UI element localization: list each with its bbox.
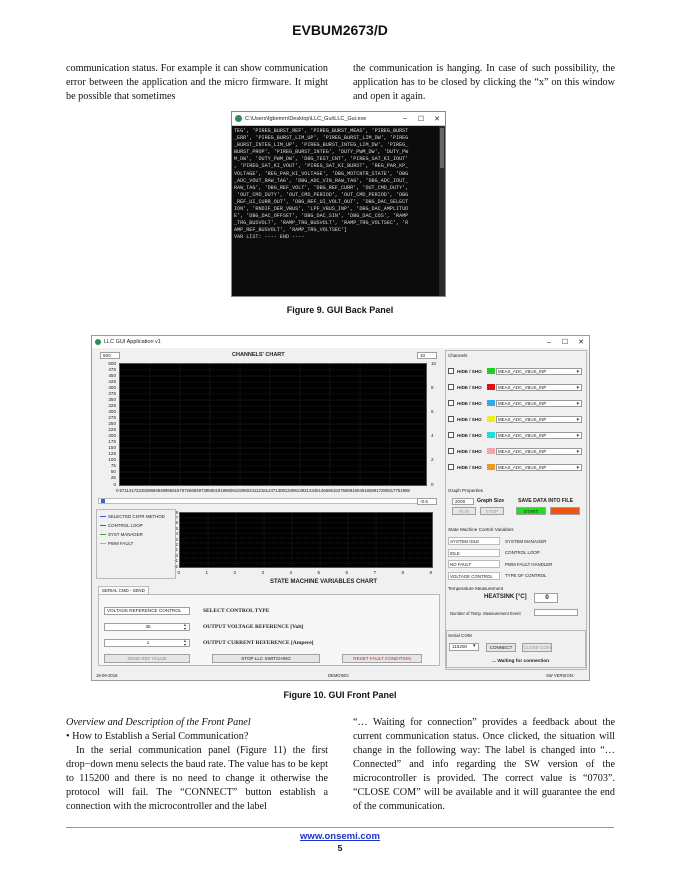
sm-y-tick: -2 [174,563,178,569]
minimize-icon[interactable]: – [403,115,407,122]
chart-title: CHANNELS' CHART [232,352,285,358]
text-column-top-left [66,62,328,104]
sm-x-tick: 1 [205,570,209,575]
console-titlebar [232,112,445,126]
sm-x-tick: 0 [177,570,181,575]
tab-serial-cmd-send[interactable]: SERIAL CMD - SEND [98,586,149,594]
channel-row [448,399,582,407]
maximize-icon[interactable]: ☐ [417,115,425,123]
y-tick-left: 275 [108,414,116,420]
y-tick-right: 0 [431,481,434,487]
channel-checkbox[interactable] [448,384,454,390]
y-tick-left: 475 [108,366,116,372]
footer-link[interactable]: www.onsemi.com [300,831,380,842]
gui-titlebar [92,336,589,348]
y-tick-left: 500 [108,360,116,366]
channel-color-swatch [487,464,495,470]
sm-variable-label: TYPE OF CONTROL [505,573,547,578]
console-line: ION', 'RNDIF_DER_VBUS', 'LPF_VBUS_INP', 'DBG_DAC_AMPLITUD [234,206,409,213]
y-tick-left: 75 [110,463,116,469]
sm-y-tick: 1 [175,547,178,553]
temp-count-input[interactable] [534,609,578,616]
close-com-button[interactable]: CLOSE COM [523,645,551,650]
minimize-icon[interactable]: – [547,338,551,346]
console-line: RAW_TAG', 'DBG_REF_VOLT', 'DBG_REF_CURR', 'OUT_CMD_DUTY', [234,184,409,191]
paragraph: communication status. For example it can show communication error between the application and the micro firmware. It might be possible that sometimes [66,63,328,102]
status-date: 18-09-2018 [96,673,118,678]
stop-button[interactable]: STOP [480,507,504,515]
legend-line-icon [100,516,106,517]
sm-legend-label: CONTROL LOOP [108,523,143,528]
channel-color-swatch [487,448,495,454]
y-tick-left: 150 [108,445,116,451]
sm-x-tick: 6 [345,570,349,575]
stop-llc-switching-button[interactable]: STOP LLC SWITCHING [212,654,320,663]
chart-max-right-input[interactable]: 10 [417,352,437,359]
sm-legend-label: SYST MANAGER [108,532,143,537]
section-heading: Overview and Description of the Front Panel [66,717,251,728]
document-id: EVBUM2673/D [292,22,388,38]
connection-status-label: ... Waiting for connection [492,659,550,664]
maximize-icon[interactable]: ☐ [561,339,569,346]
y-tick-left: 450 [108,372,116,378]
channel-checkbox[interactable] [448,400,454,406]
sm-y-tick: 6 [175,520,178,526]
sm-legend-item [100,541,133,546]
channel-row [448,367,582,375]
text-column-bottom-left [66,716,328,814]
chart-max-left-input[interactable]: 500 [100,352,120,359]
chart-grid [120,364,426,485]
sm-x-tick: 8 [401,570,405,575]
voltage-reference-input[interactable]: 35 [104,623,190,631]
channel-row [448,463,582,471]
sm-y-tick: 5 [175,525,178,531]
baud-rate-select[interactable]: 115200 [449,643,479,651]
channel-toggle-label[interactable]: HIDE / SHO [457,464,482,470]
text-column-bottom-right [353,716,615,814]
send-ref-value-button[interactable]: SEND REF VALUE [104,654,190,663]
sm-x-tick: 7 [373,570,377,575]
sm-variable-row [448,560,578,568]
y-tick-left: 250 [108,421,116,426]
sm-legend-item [100,514,165,519]
channel-color-swatch [487,432,495,438]
channel-checkbox[interactable] [448,432,454,438]
y-tick-left: 25 [110,475,116,481]
sm-y-tick: 4 [175,531,178,537]
run-button[interactable]: RUN [452,507,476,515]
channel-checkbox[interactable] [448,368,454,374]
text-column-top-right [353,62,615,104]
control-type-select[interactable]: VOLTAGE REFERENCE CONTROL [104,607,190,615]
console-line: TEG', 'PIREG_BURST_REF', 'PIREG_BURST_MEAS', 'PIREG_BURST [234,128,409,134]
console-line: E', 'DBG_DAC_OFFSET', 'DBG_DAC_SIN', 'DBG_DAC_COS', 'RAMP [234,213,409,220]
y-tick-right: 8 [431,384,434,390]
y-tick-left: 300 [108,408,116,414]
y-tick-left: 175 [108,439,116,445]
sm-chart-title: STATE MACHINE VARIABLES CHART [270,579,377,585]
save-data-label: SAVE DATA INTO FILE [518,498,574,504]
sm-legend-item [100,532,143,537]
y-tick-left: 225 [108,427,116,433]
channel-toggle-label[interactable]: HIDE / SHO [457,416,482,422]
current-reference-label: OUTPUT CURRENT REFERENCE [Ampere] [203,640,314,646]
channel-signal-select[interactable]: MEAS_ADC_VBUS_INP ▾ [496,368,582,375]
y-tick-left: 100 [108,457,116,463]
y-tick-right: 10 [431,360,437,366]
sm-variable-label: SYSTEM MANAGER [505,538,547,544]
console-line: VAR LIST: ---- END ---- [234,234,305,241]
sm-variable-row [448,537,578,545]
app-icon [235,115,242,122]
channels-chart-plot [119,363,427,486]
paragraph: the communication is hanging. In case of such possibility, the application has to be closed by clicking the “x” on this window and open it again. [353,63,615,102]
serial-com-heading: Serial COM [448,633,472,638]
console-line: M_DW', 'DUTY_PWM_DW', 'DBG_TEST_CNT', 'PIREG_SAT_KI_IOUT' [234,156,409,163]
chart-x-axis-ticks: 0 5711417222829684949995615767266849738590191966061028603411216124713081349613931434514666515275588160461658917280817751955 [116,488,410,493]
temperature-heading: Temperature Measurement [448,586,504,591]
channel-signal-select[interactable]: MEAS_ADC_VBUS_INP ▾ [496,416,582,423]
figure-10-caption: Figure 10. GUI Front Panel [283,690,397,700]
status-middle: DEMOSEC [328,673,350,678]
console-line: AMP_REF_BUSVOLT', 'RAMP_TRG_VOLTSEC'] [234,227,348,234]
y-tick-right: 6 [431,408,434,414]
bullet-item: • How to Establish a Serial Communication? [66,731,249,742]
sw-version-label: SW VERSION: [546,673,574,678]
graph-properties-heading: Graph Properties [448,488,483,493]
reset-fault-button[interactable]: RESET FAULT CONDITION [342,654,422,663]
channel-toggle-label[interactable]: HIDE / SHO [457,448,482,454]
channel-signal-select[interactable]: MEAS_ADC_VBUS_INP ▾ [496,448,582,455]
sm-y-tick: 3 [175,536,178,542]
sm-y-tick: 7 [175,514,178,520]
legend-line-icon [100,534,106,535]
y-tick-left: 400 [108,384,116,390]
sm-x-tick: 9 [429,570,433,575]
console-line: _REF_UI_CURR_OUT', 'DBG_REF_UI_VOLT_OUT', 'DBG_DAC_SELECT [234,198,409,205]
channel-color-swatch [487,416,495,422]
graph-size-input[interactable]: 2000 [452,498,474,505]
sm-chart-plot [179,512,433,568]
channel-toggle-label[interactable]: HIDE / SHO [457,368,482,374]
sm-y-tick: 0 [175,552,178,558]
sm-variable-value: IDLE [448,549,500,557]
channel-checkbox[interactable] [448,464,454,470]
sm-x-tick: 5 [317,570,321,575]
channel-toggle-label[interactable]: HIDE / SHO [457,432,482,438]
channel-toggle-label[interactable]: HIDE / SHO [457,400,482,406]
channel-row [448,447,582,455]
channel-signal-select[interactable]: MEAS_ADC_VBUS_INP ▾ [496,432,582,439]
sm-variable-label: PWM FAULT HANDLER [505,561,553,567]
chart-scroll-value[interactable]: -0.5 [417,498,437,505]
voltage-stepper-icon[interactable]: ▴ ▾ [184,622,187,631]
channel-checkbox[interactable] [448,448,454,454]
console-output [232,126,445,296]
console-line: 'OUT_CMD_DUTY', 'OUT_CMD_PERIOD', 'OUT_CMD_PERIOD', 'DBG [234,191,409,198]
sm-variable-value: SYSTEM IDLE [448,537,500,545]
paragraph: In the serial communication panel (Figure 11) the first drop−down menu selects the baud rate. The value has to be kept to 115200 and there is no need to change it otherwise the protocol will fail. The “CONNECT” button establish a connection with the microcontroller and the label [66,745,328,812]
sm-variable-row [448,572,578,580]
sm-variable-label: CONTROL LOOP [505,550,540,555]
channel-row [448,415,582,423]
paragraph: “… Waiting for connection” provides a feedback about the current communication status. Once clicked, the situation will change in the following way: The label is changed into “…Connected” and info regarding the SW version of the microcontroller is provided. The correct value is “0703”. “CLOSE COM” will be available and it will guarantee the end of the communication. [353,717,615,812]
heatsink-value: 0 [534,593,558,603]
legend-line-icon [100,525,106,526]
channel-row [448,431,582,439]
close-icon[interactable]: ✕ [434,115,440,123]
console-line: , 'PIREG_SAT_KI_VOUT', 'PIREG_SAT_KI_BURST', 'REG_PAR_KP_ [234,163,409,170]
console-line: BURST_PROP', 'PIREG_BURST_INTEG', 'DUTY_PWM_DW', 'DUTY_PW [234,149,409,156]
console-line: _BURST_INTEG_LIM_UP', 'PIREG_BURST_INTEG_LIM_DW', 'PIREG_ [234,142,409,149]
figure-9-caption: Figure 9. GUI Back Panel [286,305,394,315]
channels-heading: Channels [448,353,468,358]
console-title: C:\Users\fgbemm\Desktop\LLC_Gui\LLC_Gui.exe [245,115,367,122]
voltage-reference-label: OUTPUT VOLTAGE REFERENCE [Volt] [203,624,304,630]
sm-variable-value: VOLTAGE CONTROL [448,572,500,580]
console-line: VOLTAGE', 'REG_PAR_KI_VOLTAGE', 'DBG_MOTCNTR_STATE', 'DBG [234,170,409,177]
channel-row [448,383,582,391]
y-tick-left: 125 [108,451,116,457]
channel-color-swatch [487,368,495,374]
channel-toggle-label[interactable]: HIDE / SHO [457,384,482,390]
sm-legend-item [100,523,143,528]
chevron-down-icon[interactable]: ▾ [473,643,476,649]
connect-button[interactable]: CONNECT [486,643,516,652]
console-line: _ERR', 'PIREG_BURST_LIM_UP', 'PIREG_BURST_LIM_DW', 'PIREG [234,135,409,142]
y-tick-left: 200 [108,433,116,439]
channel-color-swatch [487,400,495,406]
sm-y-tick: -1 [174,558,178,564]
channel-signal-select[interactable]: MEAS_ADC_VBUS_INP ▾ [496,384,582,391]
slider-thumb[interactable] [101,499,105,503]
current-reference-input[interactable]: 1 [104,639,190,647]
chart-scroll-slider[interactable] [98,498,428,504]
sm-variables-heading: State Machine Control Variables [448,527,514,532]
gui-window-title: LLC GUI Application v1 [104,339,161,345]
sm-variable-row [448,549,578,557]
select-control-type-label: SELECT CONTROL TYPE [203,608,270,614]
sm-legend-label: PWM FAULT [108,541,134,546]
legend-line-icon [100,543,106,544]
sm-y-tick: 8 [175,509,178,515]
y-tick-left: 350 [108,396,116,402]
sm-x-tick: 4 [289,570,293,575]
y-tick-left: 50 [110,469,116,475]
app-icon [95,339,101,345]
sm-x-tick: 2 [233,570,237,575]
gui-window [91,335,590,681]
footer-divider [66,827,614,828]
y-tick-left: 325 [108,402,116,408]
scrollbar-thumb[interactable] [440,128,444,168]
console-line: _TRG_BUSVOLT', 'RAMP_TRG_BUSVOLT', 'RAMP_TRG_VOLTSEC', 'R [234,220,409,227]
console-window [231,111,446,297]
channel-signal-select[interactable]: MEAS_ADC_VBUS_INP ▾ [496,464,582,471]
temp-count-label: Number of Temp. Measurement Event [450,611,521,616]
channel-signal-select[interactable]: MEAS_ADC_VBUS_INP ▾ [496,400,582,407]
channel-checkbox[interactable] [448,416,454,422]
y-tick-right: 2 [431,457,434,463]
sm-chart-grid [180,513,432,567]
graph-size-label: Graph Size [477,498,505,504]
start-save-button[interactable]: START [516,507,546,515]
sm-legend-label: SELECTED CNTR METHOD [108,514,165,519]
console-scrollbar[interactable] [439,126,445,296]
y-tick-right: 4 [431,433,434,439]
stop-save-button[interactable] [550,507,580,515]
page-number: 5 [337,843,343,853]
heatsink-label: HEATSINK [°C] [484,594,527,600]
y-tick-left: 425 [108,378,116,384]
current-stepper-icon[interactable]: ▴ ▾ [184,638,187,647]
channel-color-swatch [487,384,495,390]
sm-variable-value: NO FAULT [448,560,500,568]
sm-x-tick: 3 [261,570,265,575]
y-tick-left: 0 [113,481,116,487]
close-icon[interactable]: ✕ [578,339,584,346]
console-line: _ADC_VOUT_RAW_TAG', 'DBG_ADC_VIN_RAW_TAG', 'DBG_ADC_IOUT_ [234,177,409,184]
y-tick-left: 375 [108,390,116,396]
sm-y-tick: 2 [175,541,178,547]
